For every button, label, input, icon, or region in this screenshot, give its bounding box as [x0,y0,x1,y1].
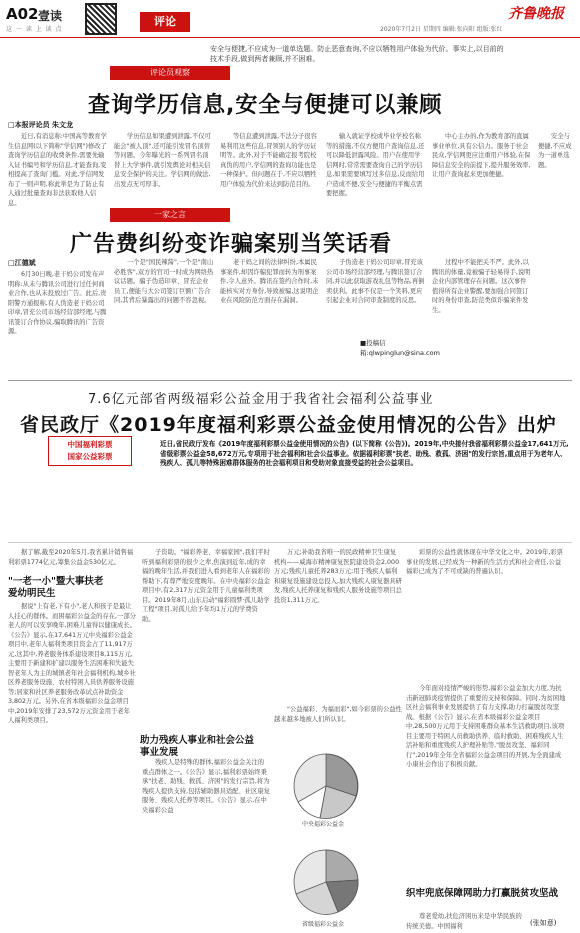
logo-line: 中国福利彩票 [67,440,113,449]
article-column: 今年面对疫情严峻的形势,福彩公益金加大力度,为抗击新冠肺炎疫情提供了重要的支持和保障。同时,为贫困地区社会福利事业发展提供了有力支撑,助力打赢脱贫攻坚战。根据《公告》显示,在省本级福彩公益金项目中,28,500万元用于支持困难群众基本生活救助项目,该项目主要用于特困人员救助供养、临时救助、困难残疾人生活补贴和重度残疾人护理补贴等,"脱贫攻坚、福彩同行",2019年全年全省福彩公益金项目的开展,为全面建成小康社会作出了积极贡献。 [406,685,566,768]
article-headline[interactable]: 广告费纠纷变诈骗案别当笑话看 [70,232,393,257]
newspaper-logo: 齐鲁晚报 [508,6,564,22]
article-column: 6月30日晚,老干妈公司发布声明称:从未与腾讯公司进行过任何商业合作,也从未投放过广告。此后,贵阳警方通报称,有人伪造老干妈公司印章,冒充公司市场经营部经理,与腾讯签订合作协议,骗取腾讯的广告资源。 [8,271,107,335]
section-subhead: 织牢兜底保障网助力打赢脱贫攻坚战 [406,888,559,899]
article-column: 万元;补助我省唯一的民政精神卫生康复机构——威海市精神康复医院建设资金2,000万元;残疾儿童托养283万元;用于残疾人福利和康复设施建设总投入,加大残疾人康复器具研发,残疾人托养康复和残疾人服务设施等项目总投资1,311万元。 [274,549,402,604]
column-tag: 一家之言 [110,208,230,222]
article-column: 等信息遭到泄露,不法分子很容易利用这些信息,冒领别人的学历证明等。此外,对于不能确定报考院校真伪的用户,学信网的查询功能也是一种保护。但问题在于,不应以牺牲用户体验为代价来达到防范目的。 [220,133,317,188]
section-tag: 评论 [140,12,190,32]
pie-chart-svg [280,740,404,830]
pie-chart [280,740,404,830]
pie-chart-svg [280,836,404,930]
page-number: A02 [6,5,39,23]
pie-chart [280,836,404,930]
article-column: 据了解,截至2020年5月,我省累计销售福利彩票1774亿元,筹集公益金530亿元。 [8,549,134,566]
section-subhead: "一老一小"暨大事扶老爱幼明民生 [8,576,104,599]
article-column: 一个是"国民辣酱",一个是"南山必胜客",双方的官司一时成为网络热议话题。骗子伪造印章、冒充企业员工,便能与大公司签订巨额广告合同,其背后暴露出的问题不容忽视。 [114,259,214,304]
issue-info: 2020年7月2日 星期四 编辑:张向阳 组版:张红 [380,26,503,33]
article-column: 老干妈之间的法律纠纷,本属民事案件,却因诈骗犯罪而转为刑事案件,令人意外。腾讯在签约合作时,未能核实对方身份,导致被骗,这说明企业在风险防范方面存在漏洞。 [220,259,319,304]
article-column: 近日,有消息称:中国高等教育学生信息网(以下简称"学信网")修改了查询学历信息的收费条件,需要先输入证书编号和学历信息,才能查询,变相提高了查询门槛。对此,学信网发布了一则声明,称此举是为了防止有人通过批量查询非法获取他人信息。 [8,133,107,207]
logo-line: 国家公益彩票 [67,452,113,461]
article-column: 子伪造老干妈公司印章,冒充该公司市场经营部经理,与腾讯签订合同,并以此获取游戏礼包等物品,再倒卖获利。此事不仅是一个笑料,更应引起企业对合同审查制度的反思。 [326,259,425,304]
article-column: 安全与便捷,不应成为一道单选题。 [538,133,572,169]
article-column: 中心主办的,作为教育部的直属事业单位,具有公信力。服务于社会民众,学信网更应注重用户体验,在保障信息安全的前提下,提升服务效率,让用户查询起来更加便捷。 [432,133,531,178]
divider [8,380,572,381]
column-tag: 评论员观察 [110,66,230,80]
article-headline[interactable]: 省民政厅《2019年度福利彩票公益金使用情况的公告》出炉 [20,414,557,436]
article-column: 子资助。"福彩养老、幸福家园",我们平时听到福利彩票的很少之辈,焦演到近年,成的幸福的晚年生活,并我们进入看到老年人在福彩的帮助下,有尊严地安度晚年。在中央福彩公益金项目中,有2,317万元资金用于儿童福利类项目。2019年8月,山东启动"福彩圆梦·孤儿助学工程"项目,对孤儿给予年均1万元的学费资助。 [142,549,270,623]
pie-label: 省级福彩公益金 [302,921,345,928]
welfare-lottery-logo [48,436,132,466]
article-column: 过程中不能把关不严。此外,以腾讯的体量,竟被骗子轻易得手,说明企业内部管理存在问题。这次事件值得所有企业警醒,要加强合同签订时的身份审查,防范类似诈骗案件发生。 [432,259,531,314]
article-column: 彩票的公益性就体现在中华文化之中。2019年,彩票事业的发展,已经成为一种新的生活方式和社会责任,公益福彩已成为了不可或缺的普遍认识。 [406,549,563,575]
byline: □江德斌 [8,259,36,267]
article-column: "公益福彩、为福而彩",如今彩票的公益性越来越多地被人们所认识。 [274,706,402,723]
author-signature: (张如意) [530,919,557,927]
article-column: 尊老爱幼,扶危济困历来是中华民族的传统美德。中国福利 [406,913,522,930]
intro-notice: 安全与便捷,不应成为一道单选题。防止恶意查询,不应以牺牲用户体验为代价。事实上,以目前的技术手段,做到两者兼顾,并不困难。 [210,45,504,63]
article-lead: 近日,省民政厅发布《2019年度福利彩票公益金使用情况的公告》(以下简称《公告》)。2019年,中央接付我省福利彩票公益金17,641万元,省级彩票公益金58,672万元,专项用于社会福利和社会公益事业。依据福利彩票"扶老、助残、救孤、济困"的发行宗旨,重点用于为老年人、残疾人、孤儿等特殊困难群体服务的社会福利项目和受助对象直接受益的社会公益项目。 [160,440,569,467]
edition-note: 这 一 读 上 读 点 [6,26,63,33]
pie-label: 中央福彩公益金 [302,821,345,828]
article-column: 据说"上有老,下有小",老人和孩子是最让人挂心的群体。而困福彩公益金的存在,一部分老人的可以安享晚年,困难儿童得以健康成长。《公告》显示,在17,641万元中央福彩公益金项目中,老年人福利类项目资金占了11,917万元,这其中,养老服务体系建设项目8,115万元,主要用于新建和扩建以服务生活困难和失能失智老年人为主的城镇老年社会福利机构,城乡社区养老服务设施、农村特困人员供养服务设施等;居家和社区养老服务改革试点补助资金3,802万元。另外,在省本级福彩公益金项目中,2019年安排了23,572万元资金用于老年人福利类项目。 [8,603,136,724]
submission-email[interactable]: ■投稿信箱:qlwpinglun@sina.com [360,339,440,357]
pie-slice [326,850,358,882]
byline: □本报评论员 朱文龙 [8,121,74,129]
article-headline[interactable]: 查询学历信息,安全与便捷可以兼顾 [88,93,443,118]
divider [8,542,572,543]
article-column: 输入就证学校或毕业学校名称等的措施,不仅方便用户查询信息,还可以降低泄露风险。用户在使用学信网时,常常需要查询自己的学历信息,如果需要填写过多信息,反而给用户造成不便,安全与便捷的平衡点需要把握。 [326,133,425,197]
qr-code-icon[interactable] [85,3,117,35]
section-subhead: 助力残疾人事业和社会公益事业发展 [140,735,255,758]
article-column: 残疾人是特殊的群体,福彩公益金关注的重点群体之一。《公告》显示,福利彩票始终秉承"扶老、助残、救孤、济困"的发行宗旨,将为残疾人提供支持,包括辅助器具适配、社区康复服务、残疾人托养等项目。《公告》显示,在中央福彩公益 [142,759,270,814]
page-section: 壹读 [38,9,63,23]
article-subheadline: 7.6亿元部省两级福彩公益金用于我省社会福利公益事业 [88,392,434,407]
article-column: 学历信息如果遭到泄露,不仅可能会"被人顶",还可能引发冒名顶替等问题。今年曝光的一系列冒名顶替上大学事件,就引发舆论对相关信息安全保护的关注。学信网的做法,出发点无可厚非。 [114,133,211,188]
